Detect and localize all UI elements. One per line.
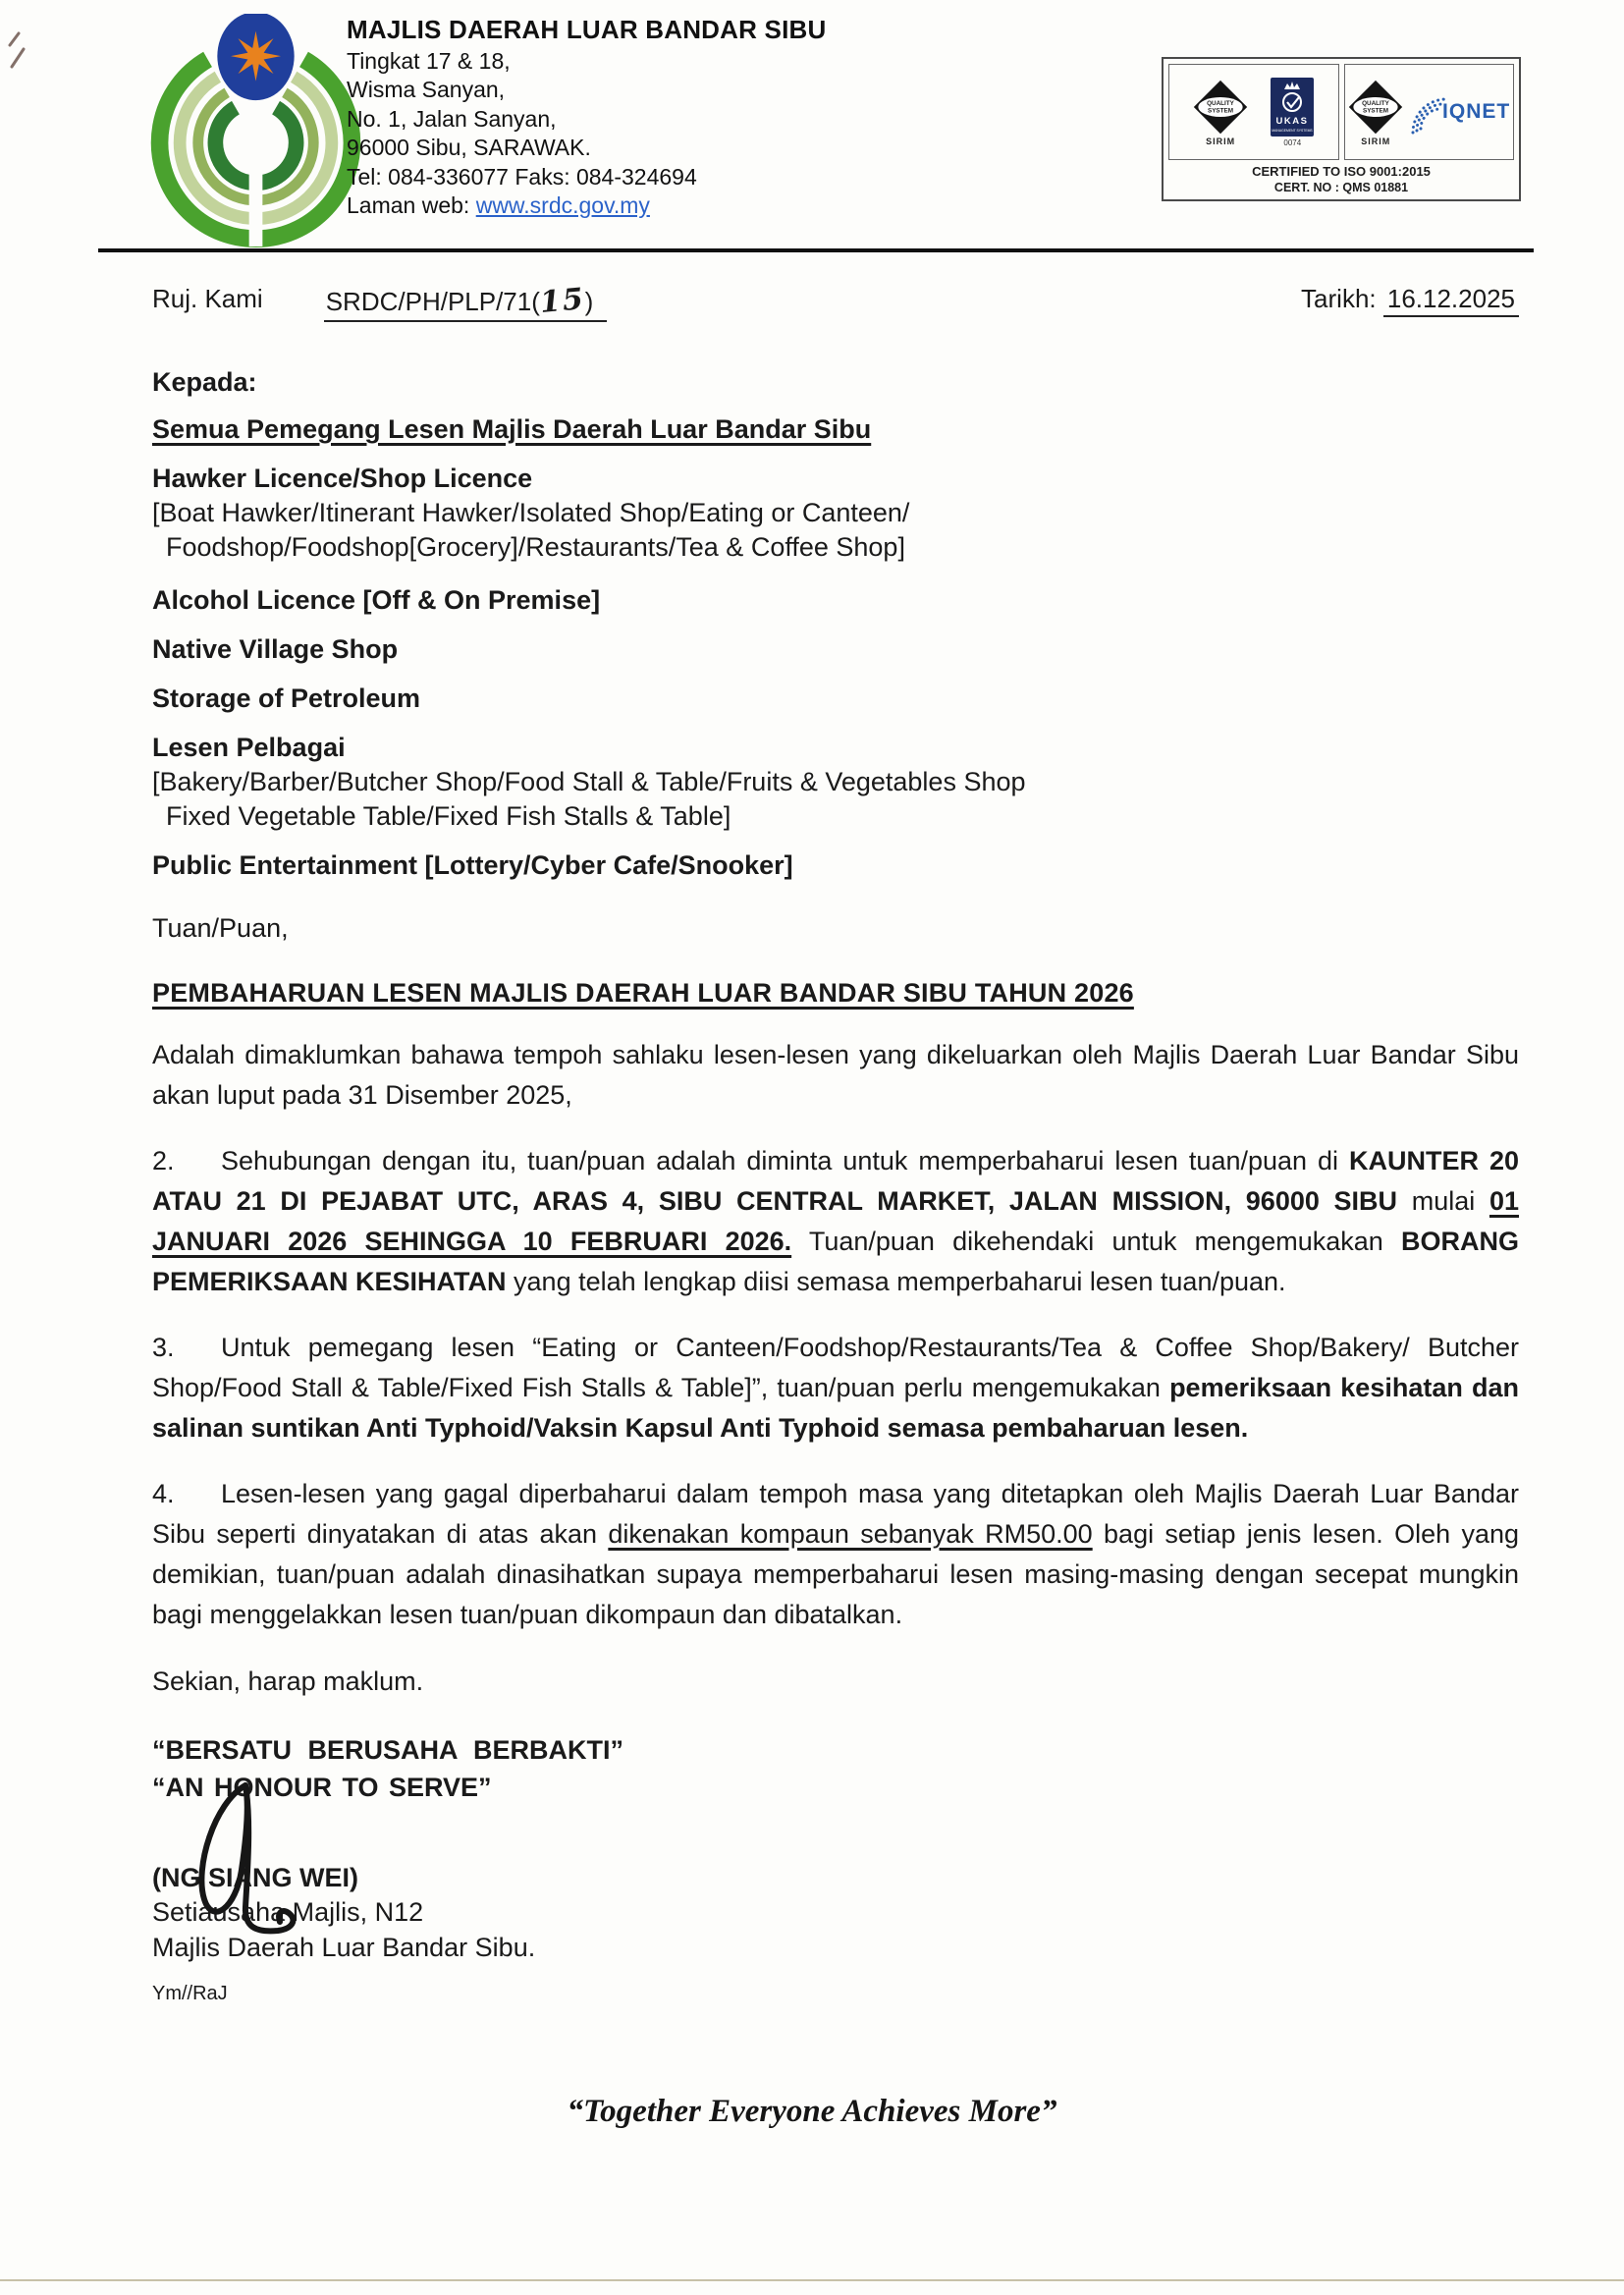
sirim-label: SIRIM (1206, 136, 1236, 146)
paragraph-2-bold-underline: 01 JANUARI 2026 SEHINGGA 10 FEBRUARI 2026. (152, 1186, 1519, 1256)
header-divider (98, 248, 1534, 252)
reference-handwritten: 15 (538, 282, 587, 320)
sirim-ukas-badge (1168, 64, 1339, 160)
address-line: 96000 Sibu, SARAWAK. (347, 135, 591, 160)
ukas-number: 0074 (1283, 138, 1302, 147)
paragraph-1-text: Adalah dimaklumkan bahawa tempoh sahlaku lesen-lesen yang dikeluarkan oleh Majlis Daerah Luar Bandar Sibu akan luput pada 31 Disember 2025, (152, 1040, 1519, 1110)
dateline (1301, 284, 1519, 322)
paragraph-4 (152, 1474, 1519, 1635)
sirim-quality-diamond-icon (1347, 79, 1404, 136)
licence-heading-entertainment: Public Entertainment [Lottery/Cyber Cafe/Snooker] (152, 850, 793, 880)
paragraph-2-text: Tuan/puan dikehendaki untuk mengemukakan (791, 1227, 1401, 1256)
ukas-badge (1270, 77, 1315, 147)
badge-row (1168, 64, 1514, 160)
address-line: Tingkat 17 & 18, (347, 47, 511, 74)
iso-certified-line: CERTIFIED TO ISO 9001:2015 (1252, 164, 1431, 179)
paragraph-2-text: mulai (1397, 1186, 1489, 1216)
sirim-quality-diamond-icon (1192, 79, 1249, 136)
closing-remark: Sekian, harap maklum. (152, 1667, 424, 1696)
paragraph-2-text: Sehubungan dengan itu, tuan/puan adalah diminta untuk memperbaharui lesen tuan/puan di (221, 1146, 1349, 1175)
motto-english: “AN HONOUR TO SERVE” (152, 1773, 492, 1802)
address-line: No. 1, Jalan Sanyan, (347, 105, 557, 132)
pen-mark (6, 27, 39, 77)
letterhead-address-block (347, 16, 826, 221)
sirim-label: SIRIM (1361, 136, 1391, 146)
council-logo (140, 14, 371, 247)
svg-text:QUALITY: QUALITY (1207, 99, 1235, 107)
paragraph-4-underline: dikenakan kompaun sebanyak RM50.00 (608, 1519, 1093, 1549)
licence-heading-pelbagai: Lesen Pelbagai (152, 733, 346, 762)
addressee-text: Semua Pemegang Lesen Majlis Daerah Luar Bandar Sibu (152, 414, 872, 444)
licence-heading-alcohol: Alcohol Licence [Off & On Premise] (152, 585, 601, 615)
addressee-line (152, 412, 1519, 446)
quality-diamond (1347, 79, 1404, 146)
org-name: MAJLIS DAERAH LUAR BANDAR SIBU (347, 15, 827, 44)
paragraph-3-text: Untuk pemegang lesen “Eating or Canteen/Foodshop/Restaurants/Tea & Coffee Shop/Bakery/ Butcher Shop/Food Stall & Table/Fixed Fish Stalls & Table]”, tuan/puan perlu mengemukakan (152, 1333, 1519, 1402)
paragraph-number: 3. (152, 1333, 175, 1362)
iqnet-badge (1405, 85, 1510, 138)
certification-badges (1162, 57, 1521, 201)
paragraph-2 (152, 1141, 1519, 1302)
reference-closing: ) (584, 287, 594, 316)
address-line: Wisma Sanyan, (347, 77, 506, 102)
web-line (347, 191, 826, 221)
badge-caption (1168, 164, 1514, 195)
licence-sub-line: Foodshop/Foodshop[Grocery]/Restaurants/Tea & Coffee Shop] (166, 532, 905, 562)
signatory-org: Majlis Daerah Luar Bandar Sibu. (152, 1933, 536, 1962)
date-label: Tarikh: (1301, 284, 1377, 313)
footer-slogan: “Together Everyone Achieves More” (567, 2094, 1057, 2129)
reference-label: Ruj. Kami (152, 284, 263, 313)
sirim-iqnet-badge (1344, 64, 1515, 160)
signatory-title: Setiausaha Majlis, N12 (152, 1897, 424, 1927)
letter-body (152, 365, 1519, 2010)
starburst-icon (231, 31, 281, 82)
typist-initials: Ym//RaJ (152, 1983, 228, 2004)
paragraph-3-bold: pemeriksaan kesihatan dan salinan suntikan Anti Typhoid/Vaksin Kapsul Anti Typhoid semasa pembaharuan lesen. (152, 1373, 1519, 1443)
ukas-badge-icon (1270, 77, 1315, 137)
reference-row (152, 284, 1519, 322)
licence-heading-native: Native Village Shop (152, 634, 399, 664)
kepada-label: Kepada: (152, 367, 257, 397)
licence-heading-storage: Storage of Petroleum (152, 683, 421, 713)
svg-text:SYSTEM: SYSTEM (1363, 106, 1389, 114)
reference-printed: SRDC/PH/PLP/71( (325, 287, 540, 316)
paragraph-3 (152, 1328, 1519, 1448)
paragraph-1 (152, 1035, 1519, 1116)
web-label: Laman web: (347, 192, 470, 218)
licence-sub-line: Fixed Vegetable Table/Fixed Fish Stalls & Table] (166, 801, 731, 831)
subject-line (152, 976, 1519, 1010)
reference (152, 284, 607, 322)
svg-text:SYSTEM: SYSTEM (1208, 106, 1234, 114)
date-value: 16.12.2025 (1383, 284, 1519, 317)
quality-diamond (1192, 79, 1249, 146)
website-link[interactable]: www.srdc.gov.my (475, 192, 650, 218)
svg-text:UKAS: UKAS (1275, 116, 1309, 127)
paragraph-number: 4. (152, 1479, 175, 1508)
tel-fax-line: Tel: 084-336077 Faks: 084-324694 (347, 163, 697, 190)
licence-sub-line: [Boat Hawker/Itinerant Hawker/Isolated Shop/Eating or Canteen/ (152, 498, 910, 527)
paragraph-4-text: Lesen-lesen yang gagal diperbaharui dalam tempoh masa yang ditetapkan oleh Majlis Daerah Luar Bandar Sibu seperti dinyatakan di atas akan (152, 1479, 1519, 1549)
licence-heading-hawker: Hawker Licence/Shop Licence (152, 464, 533, 493)
iqnet-label: IQNET (1442, 100, 1511, 123)
svg-text:MANAGEMENT SYSTEMS: MANAGEMENT SYSTEMS (1272, 129, 1314, 133)
scan-edge-line (0, 2279, 1624, 2281)
svg-text:QUALITY: QUALITY (1362, 99, 1390, 107)
salutation: Tuan/Puan, (152, 913, 289, 943)
reference-number (324, 284, 608, 322)
subject-text: PEMBAHARUAN LESEN MAJLIS DAERAH LUAR BANDAR SIBU TAHUN 2026 (152, 978, 1134, 1008)
paragraph-4-text: bagi setiap jenis lesen. Oleh yang demikian, tuan/puan adalah dinasihatkan supaya memperbaharui lesen masing-masing dengan secepat mungkin bagi menggelakkan lesen tuan/puan dikompaun dan dibatalkan. (152, 1519, 1520, 1629)
paragraph-2-text: yang telah lengkap diisi semasa memperbaharui lesen tuan/puan. (506, 1267, 1286, 1296)
motto-malay: “BERSATU BERUSAHA BERBAKTI” (152, 1735, 624, 1765)
licence-sub-line: [Bakery/Barber/Butcher Shop/Food Stall & Table/Fruits & Vegetables Shop (152, 767, 1026, 796)
cert-no-line: CERT. NO : QMS 01881 (1273, 181, 1409, 194)
paragraph-number: 2. (152, 1146, 175, 1175)
paragraph-2-bold: BORANG PEMERIKSAAN KESIHATAN (152, 1227, 1519, 1296)
paragraph-2-bold: KAUNTER 20 ATAU 21 DI PEJABAT UTC, ARAS 4, SIBU CENTRAL MARKET, JALAN MISSION, 96000 SIBU (152, 1146, 1519, 1216)
signatory-name: (NG SIANG WEI) (152, 1863, 358, 1892)
